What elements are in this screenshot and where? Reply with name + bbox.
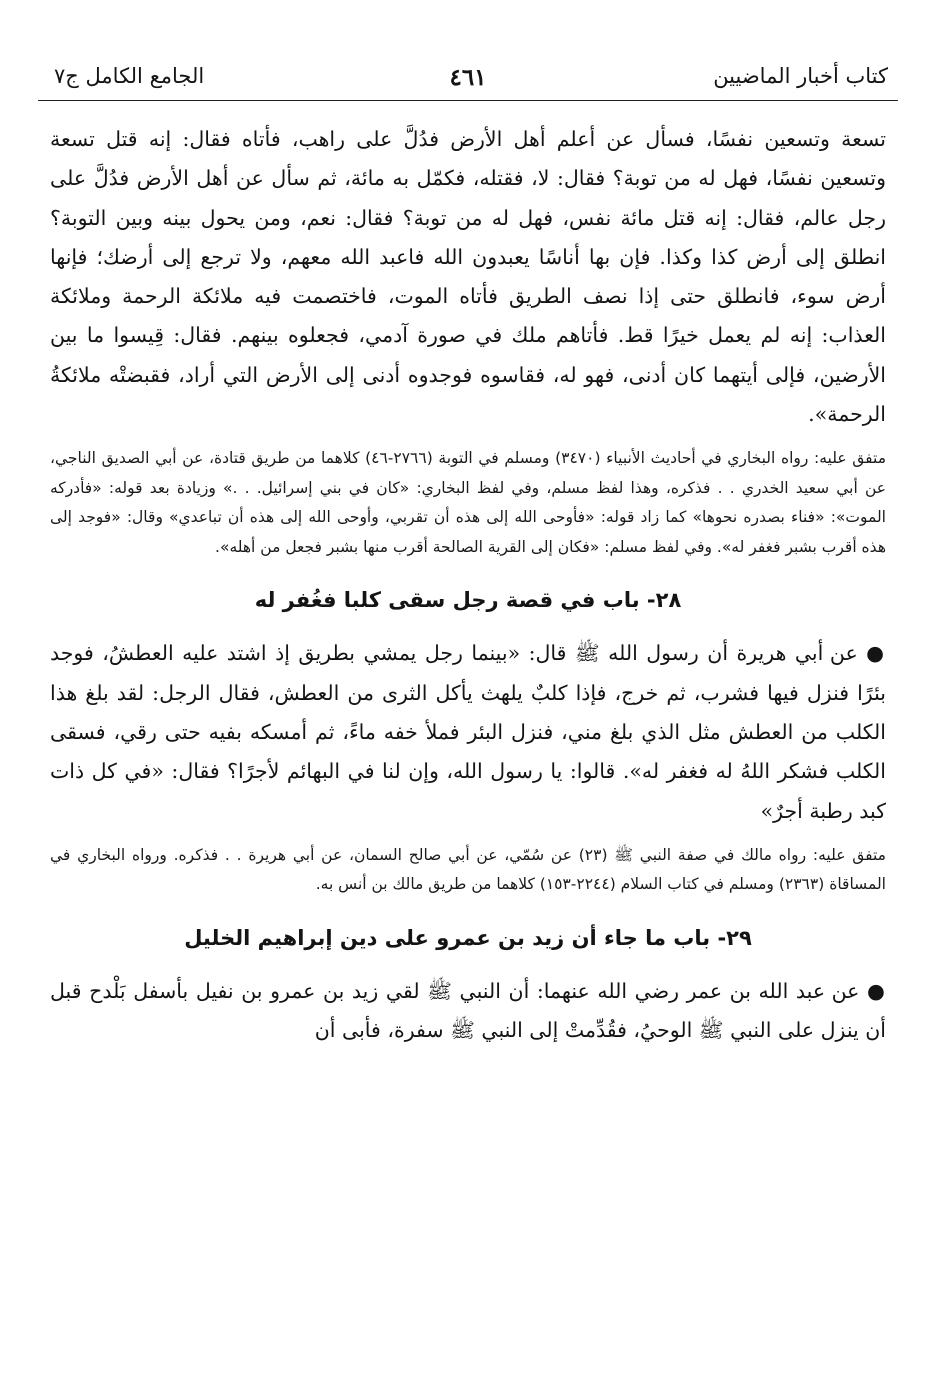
- page-number: ٤٦١: [449, 64, 487, 91]
- page-body: [50, 120, 886, 1050]
- takhrij-note: متفق عليه: رواه مالك في صفة النبي ﷺ (٢٣) عن سُمّي، عن أبي صالح السمان، عن أبي هريرة . . فذكره. ورواه البخاري في المساقاة (٢٣٦٣) ومسلم في كتاب السلام (٢٢٤٤-١٥٣) كلاهما من طريق مالك بن أنس به.: [50, 845, 886, 894]
- chapter-heading: ٢٩- باب ما جاء أن زيد بن عمرو على دين إبراهيم الخليل: [184, 925, 752, 950]
- page-header: [40, 54, 896, 100]
- hadith-text: [50, 972, 886, 1051]
- takhrij-note: متفق عليه: رواه البخاري في أحاديث الأنبياء (٣٤٧٠) ومسلم في التوبة (٢٧٦٦-٤٦) كلاهما من طريق قتادة، عن أبي الصديق الناجي، عن أبي سعيد الخدري . . فذكره، وهذا لفظ مسلم، وفي لفظ البخاري: «كان في بني إسرائيل. . .» وزيادة بعد قوله: «فأدركه الموت»: «فناء بصدره نحوها» كما زاد قوله: «فأوحى الله إلى هذه أن تقربي، وأوحى الله إلى هذه أن تباعدي» وقال: «فوجد إلى هذه أقرب بشبر فغفر له». وفي لفظ مسلم: «فكان إلى القرية الصالحة أقرب منها بشبر فجعل من أهله».: [50, 449, 886, 556]
- hadith-text: [50, 634, 886, 830]
- hadith-body: عن عبد الله بن عمر رضي الله عنهما: أن النبي ﷺ لقي زيد بن عمرو بن نفيل بأسفل بَلْدح قبل أن ينزل على النبي ﷺ الوحيُ، فقُدِّمتْ إلى النبي ﷺ سفرة، فأبى أن: [50, 978, 886, 1043]
- hadith-body: عن أبي هريرة أن رسول الله ﷺ قال: «بينما رجل يمشي بطريق إذ اشتد عليه العطشُ، فوجد بئرًا فنزل فيها فشرب، ثم خرج، فإذا كلبٌ يلهث يأكل الثرى من العطش، فقال الرجل: لقد بلغ هذا الكلب من العطش مثل الذي بلغ مني، فنزل البئر فملأ خفه ماءً، ثم أمسكه بفيه حتى رقي، فسقى الكلب فشكر اللهُ له فغفر له». قالوا: يا رسول الله، وإن لنا في البهائم لأجرًا؟ فقال: «في كل ذات كبد رطبة أجرٌ»: [50, 641, 886, 823]
- header-divider: [38, 100, 898, 101]
- bullet-icon: ●: [866, 641, 886, 666]
- chapter-heading: ٢٨- باب في قصة رجل سقى كلبا فغُفر له: [254, 588, 682, 613]
- hadith-text: تسعة وتسعين نفسًا، فسأل عن أعلم أهل الأرض فدُلَّ على راهب، فأتاه فقال: إنه قتل تسعة وتسعين نفسًا، فهل له من توبة؟ فقال: لا، فقتله، فكمّل به مائة، ثم سأل عن أهل الأرض فدُلَّ على رجل عالم، فقال: إنه قتل مائة نفس، فهل له من توبة؟ فقال: نعم، ومن يحول بينه وبين التوبة؟ انطلق إلى أرض كذا وكذا. فإن بها أناسًا يعبدون الله فاعبد الله معهم، ولا ترجع إلى أرضك؛ فإنها أرض سوء، فانطلق حتى إذا نصف الطريق فأتاه الموت، فاختصمت فيه ملائكة الرحمة وملائكة العذاب: إنه لم يعمل خيرًا قط. فأتاهم ملك في صورة آدمي، فجعلوه بينهم. فقال: قِيسوا ما بين الأرضين، فإلى أيتهما كان أدنى، فهو له، فقاسوه فوجدوه أدنى إلى الأرض التي أراد، فقبضتْه ملائكةُ الرحمة».: [50, 127, 886, 427]
- volume-label: الجامع الكامل ج٧: [54, 64, 205, 88]
- bullet-icon: ●: [867, 978, 886, 1003]
- book-title: كتاب أخبار الماضيين: [713, 64, 888, 88]
